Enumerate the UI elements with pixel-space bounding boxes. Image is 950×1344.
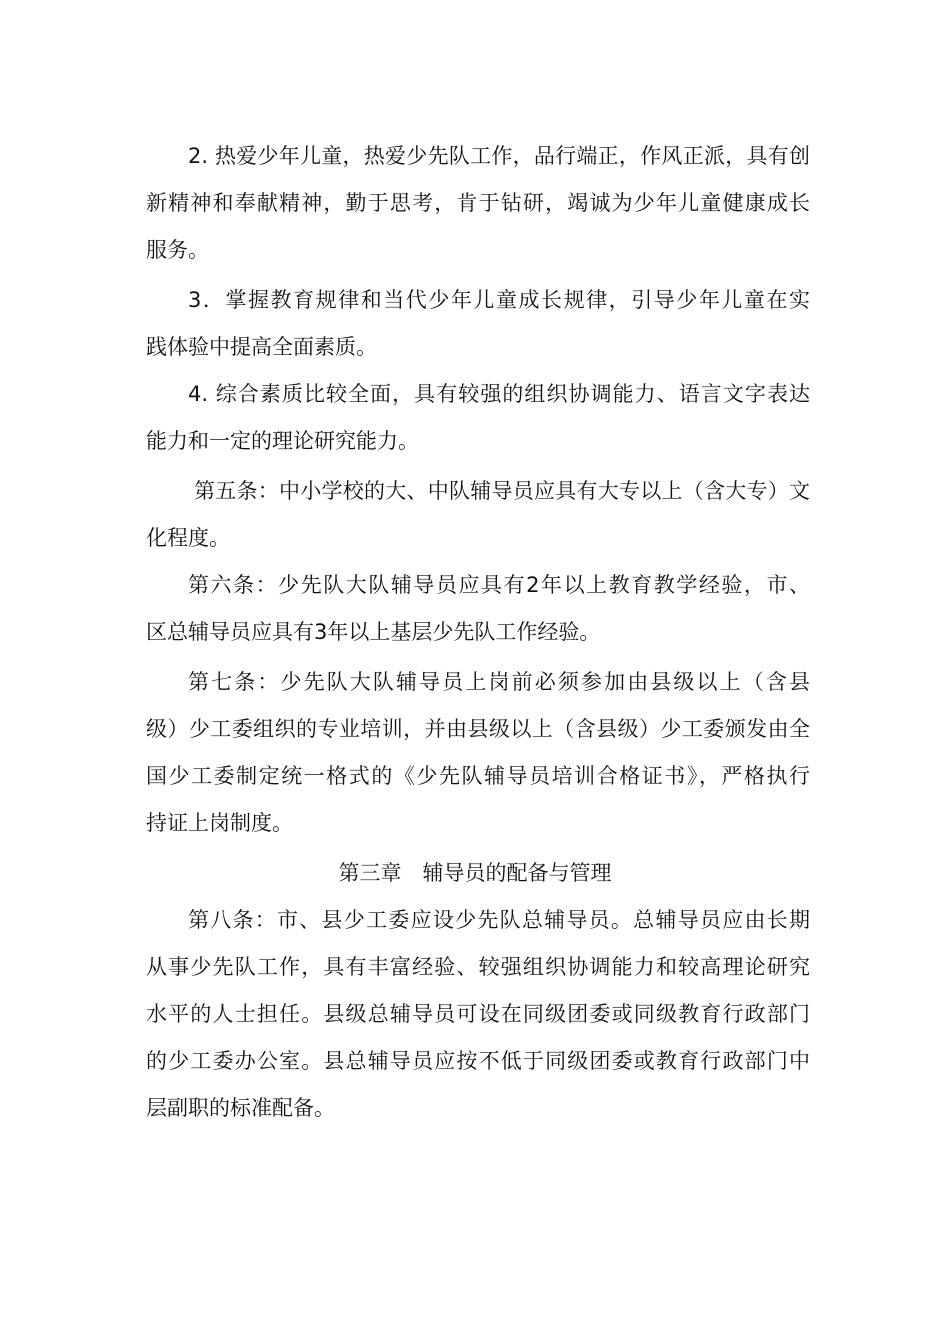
- paragraph-line: 从事少先队工作，具有丰富经验、较强组织协调能力和较高理论研究: [146, 955, 810, 979]
- paragraph-line: 化程度。: [146, 526, 230, 550]
- paragraph-line: 服务。: [146, 238, 209, 262]
- chapter-heading: 第三章 辅导员的配备与管理: [338, 861, 612, 885]
- paragraph-line: 第八条：市、县少工委应设少先队总辅导员。总辅导员应由长期: [188, 908, 810, 932]
- paragraph-line: 3．掌握教育规律和当代少年儿童成长规律，引导少年儿童在实: [188, 288, 810, 312]
- paragraph-line: 4. 综合素质比较全面，具有较强的组织协调能力、语言文字表达: [188, 382, 810, 406]
- paragraph-line: 国少工委制定统一格式的《少先队辅导员培训合格证书》，严格执行: [146, 764, 810, 788]
- paragraph-line: 2. 热爱少年儿童，热爱少先队工作，品行端正，作风正派，具有创: [188, 144, 810, 168]
- paragraph-line: 水平的人士担任。县级总辅导员可设在同级团委或同级教育行政部门: [146, 1002, 810, 1026]
- paragraph-line: 区总辅导员应具有3年以上基层少先队工作经验。: [146, 620, 601, 644]
- paragraph-line: 第七条：少先队大队辅导员上岗前必须参加由县级以上（含县: [188, 670, 810, 694]
- paragraph-line: 第六条：少先队大队辅导员应具有2年以上教育教学经验，市、: [188, 573, 810, 597]
- paragraph-line: 能力和一定的理论研究能力。: [146, 429, 419, 453]
- paragraph-line: 新精神和奉献精神，勤于思考，肯于钻研，竭诚为少年儿童健康成长: [146, 191, 810, 215]
- paragraph-line: 的少工委办公室。县总辅导员应按不低于同级团委或教育行政部门中: [146, 1049, 810, 1073]
- paragraph-line: 持证上岗制度。: [146, 811, 293, 835]
- paragraph-line: 层副职的标准配备。: [146, 1096, 335, 1120]
- paragraph-line: 级）少工委组织的专业培训，并由县级以上（含县级）少工委颁发由全: [146, 717, 810, 741]
- paragraph-line: 践体验中提高全面素质。: [146, 335, 377, 359]
- paragraph-line: 第五条：中小学校的大、中队辅导员应具有大专以上（含大专）文: [194, 479, 810, 503]
